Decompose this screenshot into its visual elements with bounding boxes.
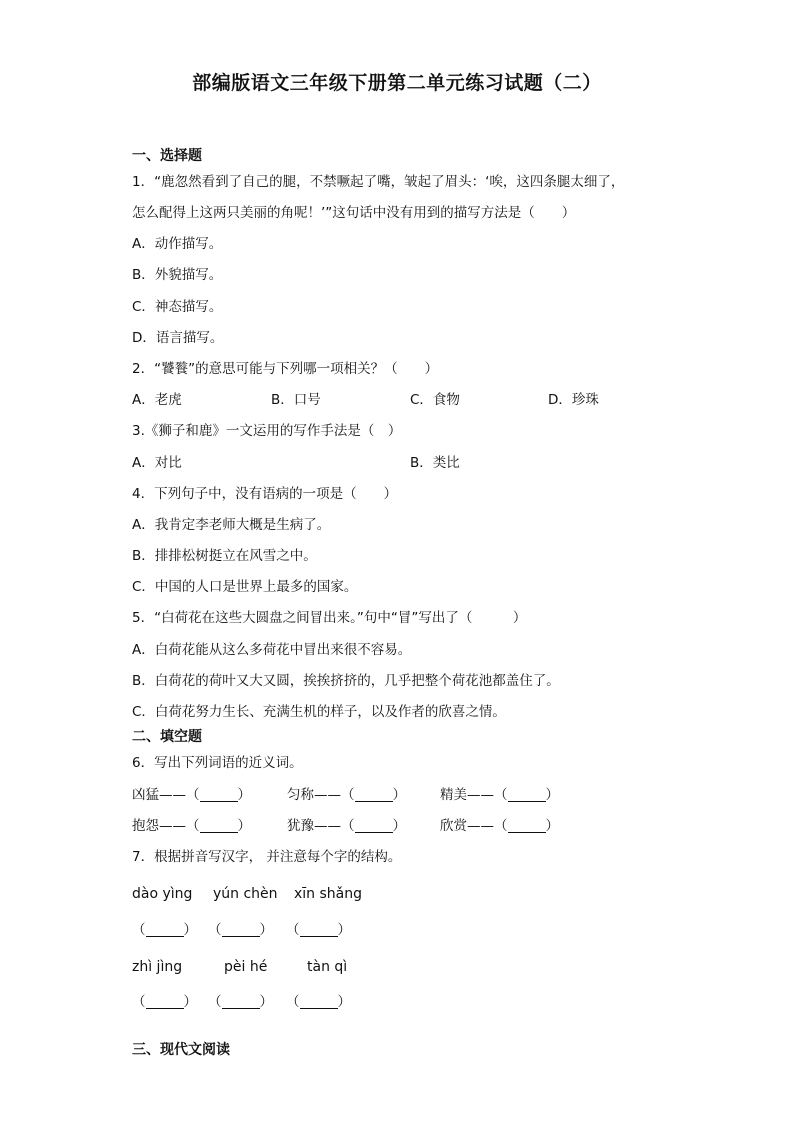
synonym-word: 匀称——（ <box>287 787 355 803</box>
hanzi-blank-item: （ ） <box>286 922 351 938</box>
question-3-stem: 3.《狮子和鹿》一文运用的写作手法是（ ） <box>132 423 402 439</box>
answer-blank[interactable] <box>508 787 546 802</box>
question-2-stem: 2．“饕餮”的意思可能与下列哪一项相关？（ ） <box>132 361 439 377</box>
pinyin-label: tàn qì <box>307 959 348 975</box>
section-heading-reading: 三、现代文阅读 <box>132 1042 230 1058</box>
synonym-word: 凶猛——（ <box>132 787 200 803</box>
question-1-stem-line2: 怎么配得上这两只美丽的角呢！’”这句话中没有用到的描写方法是（ ） <box>132 205 576 221</box>
question-4-option-c: C．中国的人口是世界上最多的国家。 <box>132 579 358 595</box>
hanzi-blank-item: （ ） <box>208 994 273 1010</box>
question-4-option-a: A．我肯定李老师大概是生病了。 <box>132 517 331 533</box>
pinyin-label: xīn shǎng <box>294 886 363 902</box>
question-5-option-b: B．白荷花的荷叶又大又圆，挨挨挤挤的，几乎把整个荷花池都盖住了。 <box>132 673 560 689</box>
question-1-option-b: B．外貌描写。 <box>132 267 223 283</box>
pinyin-label: pèi hé <box>224 959 268 975</box>
answer-blank[interactable] <box>222 922 260 937</box>
synonym-word: 抱怨——（ <box>132 818 200 834</box>
question-4-option-b: B．排排松树挺立在风雪之中。 <box>132 548 317 564</box>
question-5-option-a: A．白荷花能从这么多荷花中冒出来很不容易。 <box>132 642 412 658</box>
answer-blank[interactable] <box>300 994 338 1009</box>
synonym-word: 精美——（ <box>440 787 508 803</box>
question-6-stem: 6．写出下列词语的近义词。 <box>132 755 303 771</box>
section-heading-fill: 二、填空题 <box>132 729 202 745</box>
hanzi-blank-item: （ ） <box>286 994 351 1010</box>
question-7-stem: 7．根据拼音写汉字， 并注意每个字的结构。 <box>132 849 402 865</box>
question-2-option-c: C．食物 <box>410 392 460 408</box>
answer-blank[interactable] <box>200 818 238 833</box>
answer-blank[interactable] <box>200 787 238 802</box>
question-2-option-a: A．老虎 <box>132 392 182 408</box>
section-heading-choice: 一、选择题 <box>132 148 202 164</box>
question-1-stem-line1: 1．“鹿忽然看到了自己的腿，不禁噘起了嘴，皱起了眉头：‘唉，这四条腿太细了， <box>132 174 625 190</box>
synonym-word: 欣赏——（ <box>440 818 508 834</box>
synonym-item: 犹豫——（ ） <box>287 818 406 834</box>
synonym-item: 精美——（ ） <box>440 787 559 803</box>
answer-blank[interactable] <box>300 922 338 937</box>
answer-blank[interactable] <box>355 787 393 802</box>
answer-blank[interactable] <box>355 818 393 833</box>
page-title: 部编版语文三年级下册第二单元练习试题（二） <box>192 72 602 94</box>
answer-blank[interactable] <box>222 994 260 1009</box>
question-1-option-c: C．神态描写。 <box>132 299 223 315</box>
pinyin-label: yún chèn <box>213 886 278 902</box>
question-4-stem: 4．下列句子中，没有语病的一项是（ ） <box>132 486 398 502</box>
hanzi-blank-item: （ ） <box>132 994 197 1010</box>
question-3-option-a: A．对比 <box>132 455 182 471</box>
synonym-word: 犹豫——（ <box>287 818 355 834</box>
question-2-option-b: B．口号 <box>271 392 321 408</box>
answer-blank[interactable] <box>146 922 184 937</box>
answer-blank[interactable] <box>146 994 184 1009</box>
synonym-item: 匀称——（ ） <box>287 787 406 803</box>
hanzi-blank-item: （ ） <box>132 922 197 938</box>
pinyin-label: zhì jìng <box>132 959 183 975</box>
question-2-option-d: D．珍珠 <box>548 392 599 408</box>
synonym-item: 欣赏——（ ） <box>440 818 559 834</box>
pinyin-label: dào yìng <box>132 886 193 902</box>
synonym-item: 抱怨——（ ） <box>132 818 251 834</box>
answer-blank[interactable] <box>508 818 546 833</box>
question-5-stem: 5．“白荷花在这些大圆盘之间冒出来。”句中“冒”写出了（ ） <box>132 610 527 626</box>
question-3-option-b: B．类比 <box>410 455 460 471</box>
synonym-item: 凶猛——（ ） <box>132 787 251 803</box>
hanzi-blank-item: （ ） <box>208 922 273 938</box>
question-5-option-c: C．白荷花努力生长、充满生机的样子，以及作者的欣喜之情。 <box>132 704 506 720</box>
question-1-option-a: A．动作描写。 <box>132 236 223 252</box>
question-1-option-d: D．语言描写。 <box>132 330 224 346</box>
